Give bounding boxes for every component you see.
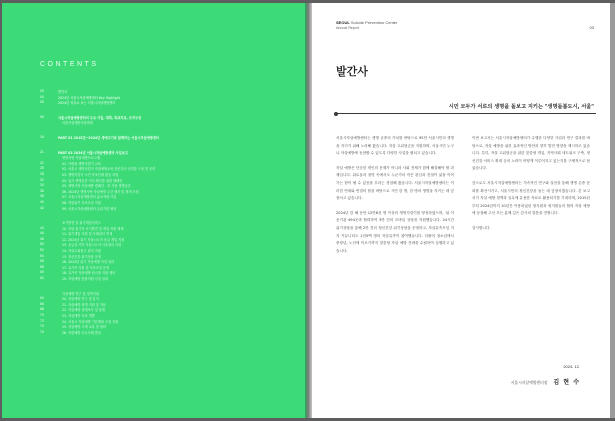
paragraph: 앞으로도 서울시자살예방센터는 지속적인 연구와 실천을 통해 생명 존중 문화를 확산시키고, 서울시민의 정신건강을 돕는 데 앞장서겠습니다. 본 보고서가 자살 예방 정책과 실무에 유용한 자료로 활용되기를 기대하며, 2015년부터 2024년까지 10년간 이용되었던 영지원과 영지원들의 협력 자살 예방에 동참해 주신 모든 분께 깊은 감사의 말씀을 전합니다. — [472, 180, 590, 216]
toc-label: 04. 일사 생명존중 의식 확산을 위한 캠페인 — [62, 178, 123, 183]
toc-spacer — [40, 282, 290, 291]
toc-label: 18. 유가족 자살예방 원스톱 지원 센터 — [62, 271, 116, 276]
toc-page-number: 42 — [40, 205, 44, 210]
paragraph: 서울시자살예방센터는 생명 존중의 가치를 바탕으로 95만 서울시민의 생명을 지키기 위해 노력해 왔습니다. 자살 고위험군을 지원하며, 서울시민 누구나 자살예방에 동참할 수 있도록 다양한 사업을 펼치고 있습니다. — [336, 136, 454, 156]
toc-label: 19. 자살예방 통합지원 사업 성과 — [62, 277, 109, 282]
signer-org: 서울시자살예방센터장 — [510, 380, 548, 385]
signature — [511, 377, 580, 386]
toc-item[interactable] — [40, 100, 290, 106]
toc-label: PART 01 2015년~2024년 생애주기와 함께하는 서울시자살예방센터 — [58, 135, 159, 140]
toc-page-number: 36 — [40, 188, 44, 193]
toc-page-number: 25 — [40, 166, 44, 171]
toc-page-number: 04 — [40, 94, 44, 99]
toc-label: 05. 생명사랑 자살예방 캠페인 - 잘 가을 생명존중 — [62, 184, 131, 189]
toc-page-number: 03 — [40, 89, 44, 93]
toc-label: 11. 위기개입 지원 및 사례관리 연계 — [62, 232, 113, 237]
toc-label: 13. 응급실 기반 자살시도자 사후관리 사업 — [62, 243, 122, 248]
toc-page-number: 56 — [40, 259, 44, 264]
toc-label: 15. 정신건강 위기상담 운영 — [62, 254, 101, 259]
toc-label: 발간사 — [58, 90, 68, 94]
toc-page-number: 05 — [40, 100, 44, 105]
paragraph: 이번 보고서는 서울시자살예방센터가 수행한 다양한 사업과 연구 결과를 바탕으로, 자살 예방을 위한 효과적인 방안과 향후 발전 방향을 제시하고 있습니다. 특히, 자살 고위험군을 위한 맞춤형 개입, 지역사회 네트워크 구축, 정신건강 서비스 확대 등의 노력이 어떻게 이루어지고 있는지를 구체적으로 담았습니다. — [472, 136, 590, 171]
toc-item[interactable] — [40, 206, 290, 212]
toc-page-number: 28 — [40, 171, 44, 176]
toc-page-number: 40 — [40, 199, 44, 204]
toc-item[interactable] — [40, 135, 290, 141]
page-edge — [610, 3, 615, 418]
toc-page-number: 62 — [40, 276, 44, 281]
paragraph: 감사합니다. — [472, 225, 491, 230]
toc-spacer — [40, 106, 290, 115]
sign-date: 2024. 12. — [563, 364, 580, 369]
toc-label: 14. 자살고위험군 관리 지원 — [62, 249, 101, 254]
toc-page-number: 66 — [40, 301, 44, 306]
toc-spacer — [40, 211, 290, 220]
toc-item[interactable] — [40, 120, 290, 126]
toc-page-number: 44 — [40, 225, 44, 230]
toc-label: 21. 자살예방 정책 지원 및 자문 — [62, 302, 107, 307]
toc-label: 서울자살예방사업체계 — [62, 121, 93, 126]
paragraph: 2024년 한 해 동안 12만6천 명 이상의 생명지킴이를 양성하였으며, '위 이웃기관 494곳과 협력하여 3만 건의 모바일 상담을 지원했습니다. 24시간 위기상담을 통해 2만 건의 정신건강 위기상담을 운영하고, 자살유족모임 지지 커뮤니티도 1천5백 명의 자살유족이 참여했습니다. 더불어 청소년에서 중장년, 노인에 이르기까지 맞춤형 자살 예방 전략을 수립하여 실행하고 있습니다. — [336, 210, 454, 253]
toc-page-number: 16 — [40, 134, 44, 139]
toc-label: 23. 자살예방 지표 개발 — [62, 314, 95, 318]
body-column-1 — [336, 135, 454, 262]
toc-page-number: 74 — [40, 324, 44, 329]
toc-page-number: 54 — [40, 253, 44, 258]
toc-label: 10. 자살 위기자 조기발견 및 개입 지원 체계 — [62, 226, 124, 231]
toc-page-number: 08 — [40, 114, 44, 119]
toc-page-number: 76 — [40, 329, 44, 334]
toc-page-number: 21 — [40, 149, 44, 154]
toc-page-number: 50 — [40, 242, 44, 247]
toc-page-number: 46 — [40, 231, 44, 236]
divider-line — [336, 113, 596, 114]
toc-label: 자살예방 연구 및 정책지원 — [62, 291, 99, 296]
page-title: 발간사 — [336, 65, 368, 78]
toc-label: 03. 생명지킴이 시민 자조단체 활동 지원 — [62, 172, 119, 177]
toc-label: 25. 자살예방 국제 교류 및 협력 — [62, 325, 107, 330]
toc-page-number: 64 — [40, 296, 44, 301]
toc-page-number: 38 — [40, 194, 44, 199]
toc-label: 2024년 서울시자살예방센터 Key Highlight — [58, 95, 121, 100]
toc-label: 생명사랑 자살예방프로그램 — [62, 156, 100, 161]
toc-page-number: 70 — [40, 313, 44, 317]
toc-page-number: 48 — [40, 236, 44, 241]
toc-page-number: 52 — [40, 248, 44, 253]
header-org: SEOUL Suicide Prevention Center — [336, 20, 398, 25]
toc-label: 17. 유가족 지원 및 자조모임 운영 — [62, 265, 110, 270]
toc-label: 02. 서울시 생명지킴이 자살예방교육 전문강사 인력풀 구성 및 운영 — [62, 167, 156, 172]
toc-page-number: 32 — [40, 177, 44, 182]
toc-label: 06. 2024년 생명사랑 자살예방 주간 행사 및 정책 포럼 — [62, 189, 139, 194]
toc-label: 16. 2024년 위기 자살예방 사업 성과 — [62, 260, 115, 265]
toc-item[interactable] — [40, 276, 290, 282]
toc-item[interactable] — [40, 330, 290, 336]
table-of-contents — [40, 89, 290, 335]
toc-label: 조기발견 및 위기개입서비스 — [62, 221, 101, 226]
toc-spacer — [40, 141, 290, 150]
body-column-2 — [472, 135, 590, 240]
toc-label: 01. 사람을 생명지킴이 교육 — [62, 161, 101, 166]
toc-label: 2024년 성과로 보는 서울시자살예방센터 — [58, 101, 116, 106]
toc-label: 서울시자살예방센터의 주요 사업, 계획, 목표지표, 조직구성 — [58, 115, 142, 120]
toc-label: 22. 자살예방 실태조사 및 통계 — [62, 308, 105, 313]
toc-page-number: 22 — [40, 160, 44, 165]
toc-label: 20. 자살예방 연구 및 분석 — [62, 297, 99, 302]
toc-page-number: 60 — [40, 270, 44, 275]
header-report: Annual Report — [336, 26, 359, 30]
contents-title: CONTENTS — [40, 61, 99, 68]
toc-page-number: 58 — [40, 264, 44, 269]
toc-label: 24. 서울시 자살예방 기본계획 수립 지원 — [62, 319, 119, 324]
toc-label: PART 02 2024년 서울시자살예방센터 사업보고 — [58, 150, 128, 155]
page-header — [336, 20, 397, 30]
foreword-page — [312, 3, 610, 418]
subtitle: 시민 모두가 서로의 생명을 돌보고 지키는 "생명돌봄도시, 서울" — [448, 104, 594, 110]
contents-page — [2, 3, 305, 418]
toc-page-number: 72 — [40, 318, 44, 323]
toc-label: 07. 서울시자살예방센터 홍보지원 사업 — [62, 195, 117, 200]
paragraph: 자살 예방은 단순한 개인의 문제가 아니라 사회 전체가 함께 해결해야 할 과제입니다. 위로움과 절망 속에서도 누군가의 작은 관심과 친절이 삶을 이어가는 힘이 될 수 있음을 우리는 경험해 왔습니다. 서울시자살예방센터는 이러한 연대와 연결의 힘을 바탕으로 시민 한 명, 한 명의 생명을 지키는 데 앞장서고 있습니다. — [336, 165, 454, 201]
toc-page-number: 68 — [40, 307, 44, 312]
toc-page-number: 34 — [40, 183, 44, 188]
signer-name: 김 현 수 — [553, 379, 580, 386]
toc-label: 09. 서울시자살예방센터 유관기관 협력 — [62, 206, 117, 211]
page-number: 03 — [589, 25, 594, 30]
toc-label: 26. 자살예방 우수사례 발굴 — [62, 330, 101, 335]
toc-label: 12. 2024년 위기 자살시도자 응급 개입 지원 — [62, 237, 125, 242]
toc-label: 08. 자살위기 자조모임 지원 — [62, 200, 101, 205]
toc-spacer — [40, 126, 290, 135]
